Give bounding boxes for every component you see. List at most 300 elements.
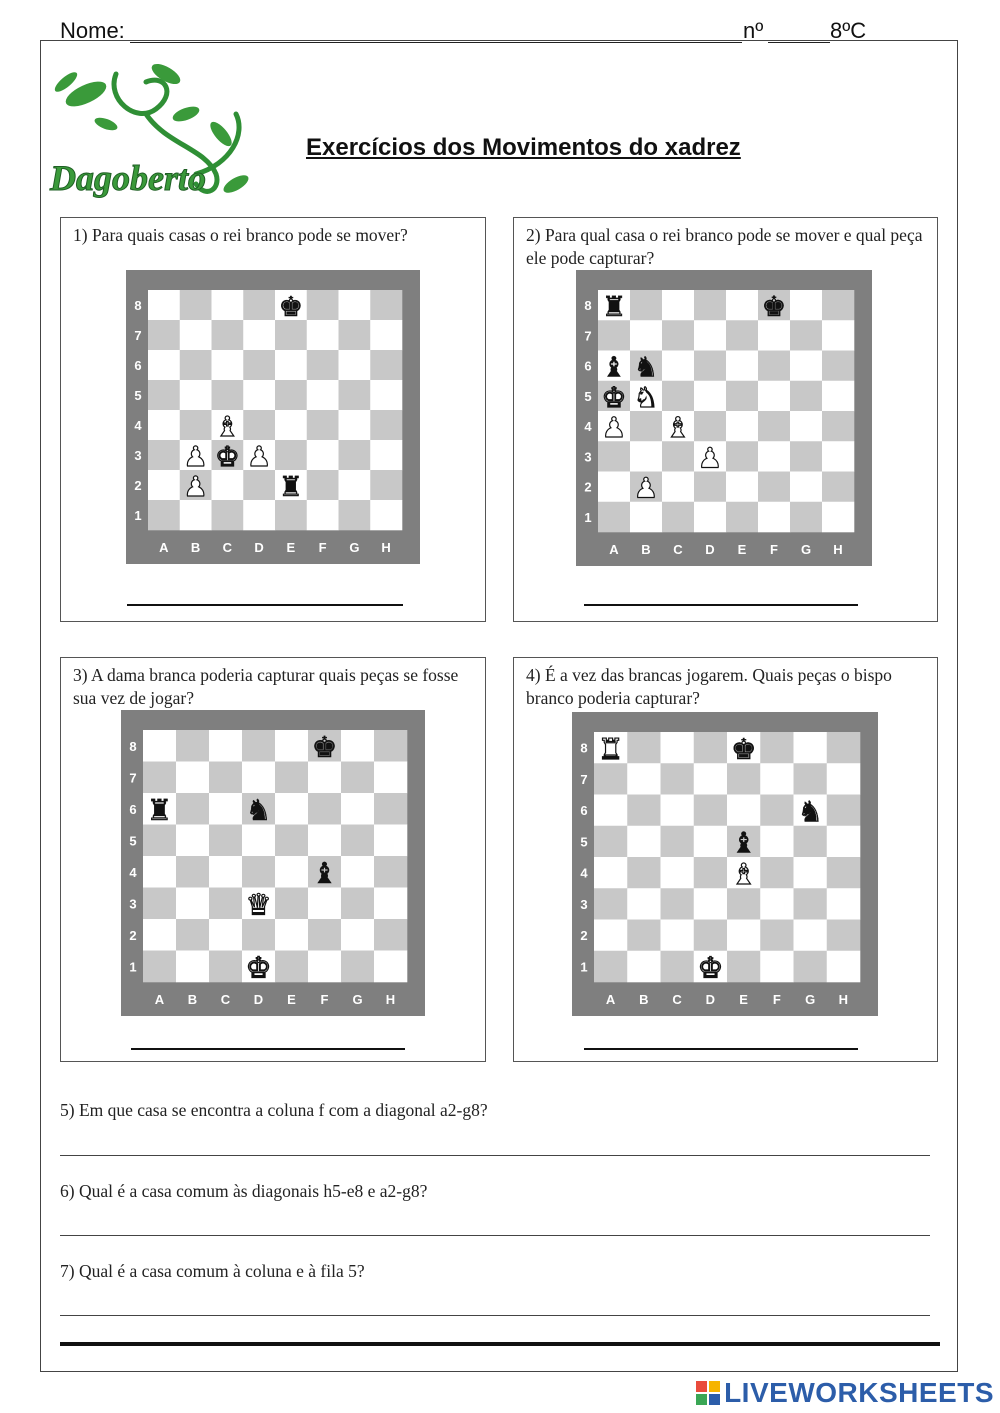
board-square: [370, 320, 402, 350]
file-label: H: [833, 542, 843, 557]
board-square: [370, 350, 402, 380]
question-5-text: 5) Em que casa se encontra a coluna f com a diagonal a2-g8?: [60, 1100, 488, 1120]
board-square: [726, 411, 758, 442]
board-square: [726, 290, 758, 321]
board-square: [339, 410, 371, 440]
board-square: [370, 470, 402, 500]
board-square: [694, 888, 728, 920]
liveworksheets-watermark: [696, 1378, 994, 1408]
board-square: [143, 825, 176, 857]
black-king-icon: ♚: [761, 290, 787, 324]
board-square: [760, 732, 794, 764]
board-square: [148, 380, 180, 410]
black-bishop-icon: ♝: [311, 856, 338, 891]
board-square: [794, 857, 828, 889]
board-square: [370, 410, 402, 440]
black-king-icon: ♚: [278, 289, 304, 323]
board-square: [243, 470, 275, 500]
question-2-text: 2) Para qual casa o rei branco pode se mover e qual peça ele pode capturar?: [526, 225, 923, 268]
black-knight-icon: ♞: [245, 793, 272, 828]
board-square: [758, 320, 790, 351]
rank-label: 7: [129, 770, 137, 786]
board-square: [822, 351, 854, 382]
board-square: [275, 856, 308, 888]
board-square: [661, 951, 695, 983]
board-square: [694, 351, 726, 382]
rank-label: 4: [129, 864, 137, 880]
board-square: [209, 793, 242, 825]
board-square: [209, 856, 242, 888]
board-square: [341, 951, 374, 983]
board-square: [630, 411, 662, 442]
file-label: F: [318, 540, 327, 555]
board-square: [827, 826, 861, 858]
board-square: [661, 920, 695, 952]
white-king-icon: ♚: [245, 950, 272, 985]
file-label: B: [190, 540, 201, 555]
board-square: [339, 500, 371, 530]
board-square: [275, 350, 307, 380]
board-square: [209, 762, 242, 794]
board-square: [760, 857, 794, 889]
board-square: [308, 793, 341, 825]
board-square: [790, 320, 822, 351]
board-square: [308, 919, 341, 951]
question-box-4: [513, 657, 938, 1062]
board-square: [694, 795, 728, 827]
board-square: [143, 856, 176, 888]
rank-label: 5: [134, 388, 142, 403]
board-square: [275, 730, 308, 762]
board-square: [694, 472, 726, 503]
board-square: [694, 320, 726, 351]
hummingbird-vine-icon: [46, 54, 260, 204]
board-square: [662, 351, 694, 382]
board-square: [790, 381, 822, 412]
board-square: [374, 951, 407, 983]
board-square: [594, 826, 628, 858]
rank-label: 2: [580, 928, 588, 944]
rank-label: 6: [129, 801, 137, 817]
rank-label: 4: [584, 419, 592, 435]
answer-line-7[interactable]: [60, 1315, 930, 1316]
rank-label: 8: [134, 298, 142, 313]
board-square: [308, 762, 341, 794]
board-square: [627, 763, 661, 795]
black-rook-icon: ♜: [278, 469, 304, 503]
question-4-text: 4) É a vez das brancas jogarem. Quais peças o bispo branco poderia capturar?: [526, 665, 892, 708]
board-square: [827, 951, 861, 983]
white-king-icon: ♚: [601, 380, 627, 414]
board-square: [694, 381, 726, 412]
rank-label: 1: [580, 959, 588, 975]
board-square: [827, 857, 861, 889]
board-square: [307, 470, 339, 500]
chessboard-3: [121, 710, 425, 1016]
board-square: [726, 502, 758, 533]
rank-label: 8: [584, 298, 592, 314]
board-square: [180, 350, 212, 380]
board-square: [758, 502, 790, 533]
file-label: D: [253, 992, 264, 1007]
rank-label: 3: [129, 896, 137, 912]
answer-line-6[interactable]: [60, 1235, 930, 1236]
board-square: [209, 888, 242, 920]
answer-line-3[interactable]: [131, 1048, 405, 1050]
rank-label: 4: [580, 865, 588, 881]
rank-label: 4: [134, 418, 142, 433]
board-square: [370, 380, 402, 410]
file-label: A: [605, 992, 616, 1007]
board-square: [143, 919, 176, 951]
board-square: [827, 888, 861, 920]
board-square: [598, 320, 630, 351]
file-label: A: [159, 540, 169, 555]
file-label: E: [739, 992, 748, 1007]
board-square: [212, 380, 244, 410]
board-square: [339, 350, 371, 380]
question-7-text: 7) Qual é a casa comum à coluna e à fila 5?: [60, 1261, 365, 1281]
rank-label: 1: [134, 508, 142, 523]
board-square: [662, 381, 694, 412]
board-square: [176, 825, 209, 857]
class-label: 8ºC: [830, 18, 867, 43]
board-square: [758, 381, 790, 412]
board-square: [794, 951, 828, 983]
white-bishop-icon: ♝: [215, 409, 240, 443]
board-square: [275, 380, 307, 410]
board-square: [209, 825, 242, 857]
board-square: [308, 825, 341, 857]
board-square: [630, 320, 662, 351]
board-square: [794, 826, 828, 858]
board-square: [694, 763, 728, 795]
board-square: [374, 793, 407, 825]
board-square: [661, 763, 695, 795]
board-square: [374, 730, 407, 762]
board-square: [180, 320, 212, 350]
board-square: [760, 888, 794, 920]
board-square: [275, 951, 308, 983]
board-square: [148, 320, 180, 350]
question-1-text: 1) Para quais casas o rei branco pode se mover?: [73, 225, 408, 245]
board-square: [242, 856, 275, 888]
board-square: [790, 411, 822, 442]
file-label: C: [673, 542, 683, 557]
white-queen-icon: ♛: [245, 887, 272, 922]
file-label: G: [805, 992, 816, 1007]
board-square: [275, 825, 308, 857]
file-label: F: [320, 992, 329, 1007]
board-square: [662, 502, 694, 533]
board-square: [212, 350, 244, 380]
file-label: B: [187, 992, 198, 1007]
board-square: [180, 380, 212, 410]
board-square: [726, 441, 758, 472]
page-title: Exercícios dos Movimentos do xadrez: [306, 134, 741, 161]
file-label: B: [641, 542, 651, 557]
rank-label: 6: [134, 358, 142, 373]
black-knight-icon: ♞: [633, 350, 659, 384]
question-6-text: 6) Qual é a casa comum às diagonais h5-e8 e a2-g8?: [60, 1181, 428, 1201]
board-square: [339, 380, 371, 410]
question-box-2: [513, 217, 938, 622]
board-square: [827, 732, 861, 764]
file-label: E: [287, 992, 296, 1007]
file-label: H: [381, 540, 391, 555]
answer-line-4[interactable]: [584, 1048, 858, 1050]
board-square: [176, 856, 209, 888]
board-square: [758, 351, 790, 382]
question-box-3: [60, 657, 486, 1062]
board-square: [374, 919, 407, 951]
board-square: [661, 732, 695, 764]
board-square: [339, 320, 371, 350]
board-square: [242, 730, 275, 762]
board-square: [143, 730, 176, 762]
board-square: [308, 951, 341, 983]
board-square: [694, 826, 728, 858]
black-bishop-icon: ♝: [601, 350, 627, 384]
rank-label: 7: [134, 328, 142, 343]
answer-line-5[interactable]: [60, 1155, 930, 1156]
board-square: [143, 888, 176, 920]
board-square: [627, 888, 661, 920]
board-square: [176, 951, 209, 983]
board-square: [374, 888, 407, 920]
board-square: [630, 290, 662, 321]
board-square: [727, 763, 761, 795]
rank-label: 8: [129, 738, 137, 754]
file-label: D: [254, 540, 264, 555]
board-square: [822, 472, 854, 503]
bottom-divider: [60, 1342, 940, 1346]
white-pawn-icon: ♟: [183, 439, 208, 473]
board-square: [341, 730, 374, 762]
board-square: [148, 410, 180, 440]
white-pawn-icon: ♟: [601, 411, 627, 445]
board-square: [726, 472, 758, 503]
rank-label: 5: [580, 834, 588, 850]
board-square: [662, 290, 694, 321]
file-label: A: [154, 992, 165, 1007]
file-label: H: [385, 992, 396, 1007]
rank-label: 2: [584, 479, 592, 495]
board-square: [341, 856, 374, 888]
rank-label: 5: [129, 833, 137, 849]
black-rook-icon: ♜: [601, 290, 627, 324]
board-square: [148, 290, 180, 320]
rank-label: 3: [584, 449, 592, 465]
board-square: [598, 441, 630, 472]
board-square: [374, 856, 407, 888]
question-box-1: [60, 217, 486, 622]
board-square: [630, 441, 662, 472]
board-square: [275, 500, 307, 530]
board-square: [694, 290, 726, 321]
rank-label: 6: [584, 358, 592, 374]
board-square: [794, 763, 828, 795]
rank-label: 1: [584, 509, 592, 525]
logo-text: Dagoberto: [50, 158, 206, 198]
rank-label: 2: [129, 927, 137, 943]
board-square: [694, 502, 726, 533]
black-king-icon: ♚: [730, 731, 757, 766]
board-square: [374, 825, 407, 857]
board-square: [790, 472, 822, 503]
board-square: [661, 857, 695, 889]
board-square: [726, 320, 758, 351]
board-square: [594, 857, 628, 889]
board-square: [212, 470, 244, 500]
board-square: [760, 795, 794, 827]
board-square: [307, 500, 339, 530]
board-square: [370, 500, 402, 530]
board-square: [790, 351, 822, 382]
board-square: [827, 795, 861, 827]
board-square: [627, 951, 661, 983]
black-rook-icon: ♜: [146, 793, 173, 828]
board-square: [727, 888, 761, 920]
board-square: [243, 500, 275, 530]
board-square: [307, 350, 339, 380]
board-square: [176, 919, 209, 951]
board-square: [822, 502, 854, 533]
board-square: [594, 920, 628, 952]
board-square: [180, 410, 212, 440]
board-square: [627, 826, 661, 858]
board-square: [662, 472, 694, 503]
file-label: C: [222, 540, 233, 555]
answer-line-1[interactable]: [127, 604, 403, 606]
file-label: B: [639, 992, 649, 1007]
board-square: [275, 793, 308, 825]
rank-label: 8: [580, 740, 588, 756]
dagoberto-logo: [46, 54, 260, 204]
rank-label: 7: [580, 771, 588, 787]
board-square: [827, 763, 861, 795]
board-square: [594, 763, 628, 795]
board-square: [341, 762, 374, 794]
board-square: [339, 440, 371, 470]
file-label: D: [705, 992, 716, 1007]
board-square: [370, 440, 402, 470]
board-square: [307, 380, 339, 410]
board-square: [243, 290, 275, 320]
board-square: [180, 500, 212, 530]
board-square: [627, 732, 661, 764]
board-square: [694, 732, 728, 764]
white-pawn-icon: ♟: [183, 469, 208, 503]
board-square: [148, 500, 180, 530]
answer-line-2[interactable]: [584, 604, 858, 606]
board-square: [339, 470, 371, 500]
rank-label: 1: [129, 959, 137, 975]
chessboard-2: [576, 270, 872, 566]
board-square: [726, 351, 758, 382]
board-square: [827, 920, 861, 952]
board-square: [822, 411, 854, 442]
board-square: [307, 410, 339, 440]
board-square: [339, 290, 371, 320]
black-king-icon: ♚: [311, 730, 338, 765]
board-square: [758, 411, 790, 442]
board-square: [275, 410, 307, 440]
board-square: [176, 793, 209, 825]
rank-label: 6: [580, 803, 588, 819]
board-square: [176, 730, 209, 762]
white-bishop-icon: ♝: [730, 856, 757, 891]
board-square: [275, 762, 308, 794]
board-square: [242, 825, 275, 857]
black-knight-icon: ♞: [797, 794, 824, 829]
board-square: [726, 381, 758, 412]
board-square: [307, 320, 339, 350]
board-square: [794, 888, 828, 920]
board-square: [594, 951, 628, 983]
board-square: [176, 762, 209, 794]
board-square: [822, 381, 854, 412]
file-label: E: [286, 540, 296, 555]
board-square: [374, 762, 407, 794]
board-square: [341, 793, 374, 825]
board-square: [662, 320, 694, 351]
rank-label: 3: [134, 448, 142, 463]
file-label: D: [705, 542, 715, 557]
board-square: [180, 290, 212, 320]
board-square: [148, 470, 180, 500]
board-square: [242, 919, 275, 951]
white-pawn-icon: ♟: [633, 471, 659, 505]
board-square: [307, 290, 339, 320]
board-square: [275, 919, 308, 951]
board-square: [594, 795, 628, 827]
white-rook-icon: ♜: [597, 731, 624, 766]
board-square: [209, 951, 242, 983]
board-square: [598, 502, 630, 533]
board-square: [275, 440, 307, 470]
board-square: [790, 502, 822, 533]
board-square: [308, 888, 341, 920]
board-square: [694, 411, 726, 442]
chessboard-1: [126, 270, 420, 564]
board-square: [727, 920, 761, 952]
white-pawn-icon: ♟: [246, 439, 272, 473]
board-square: [243, 320, 275, 350]
file-label: G: [349, 540, 360, 555]
file-label: F: [772, 992, 781, 1007]
rank-label: 5: [584, 388, 592, 404]
board-square: [760, 920, 794, 952]
board-square: [694, 857, 728, 889]
board-square: [370, 290, 402, 320]
board-square: [341, 919, 374, 951]
board-square: [341, 825, 374, 857]
file-label: G: [800, 542, 812, 557]
board-square: [212, 500, 244, 530]
board-square: [307, 440, 339, 470]
board-square: [758, 472, 790, 503]
board-square: [148, 440, 180, 470]
file-label: C: [220, 992, 231, 1007]
file-label: E: [737, 542, 747, 557]
board-square: [760, 763, 794, 795]
liveworksheets-text: LIVEWORKSHEETS: [724, 1377, 994, 1408]
board-square: [662, 441, 694, 472]
board-square: [341, 888, 374, 920]
board-square: [243, 410, 275, 440]
board-square: [822, 290, 854, 321]
